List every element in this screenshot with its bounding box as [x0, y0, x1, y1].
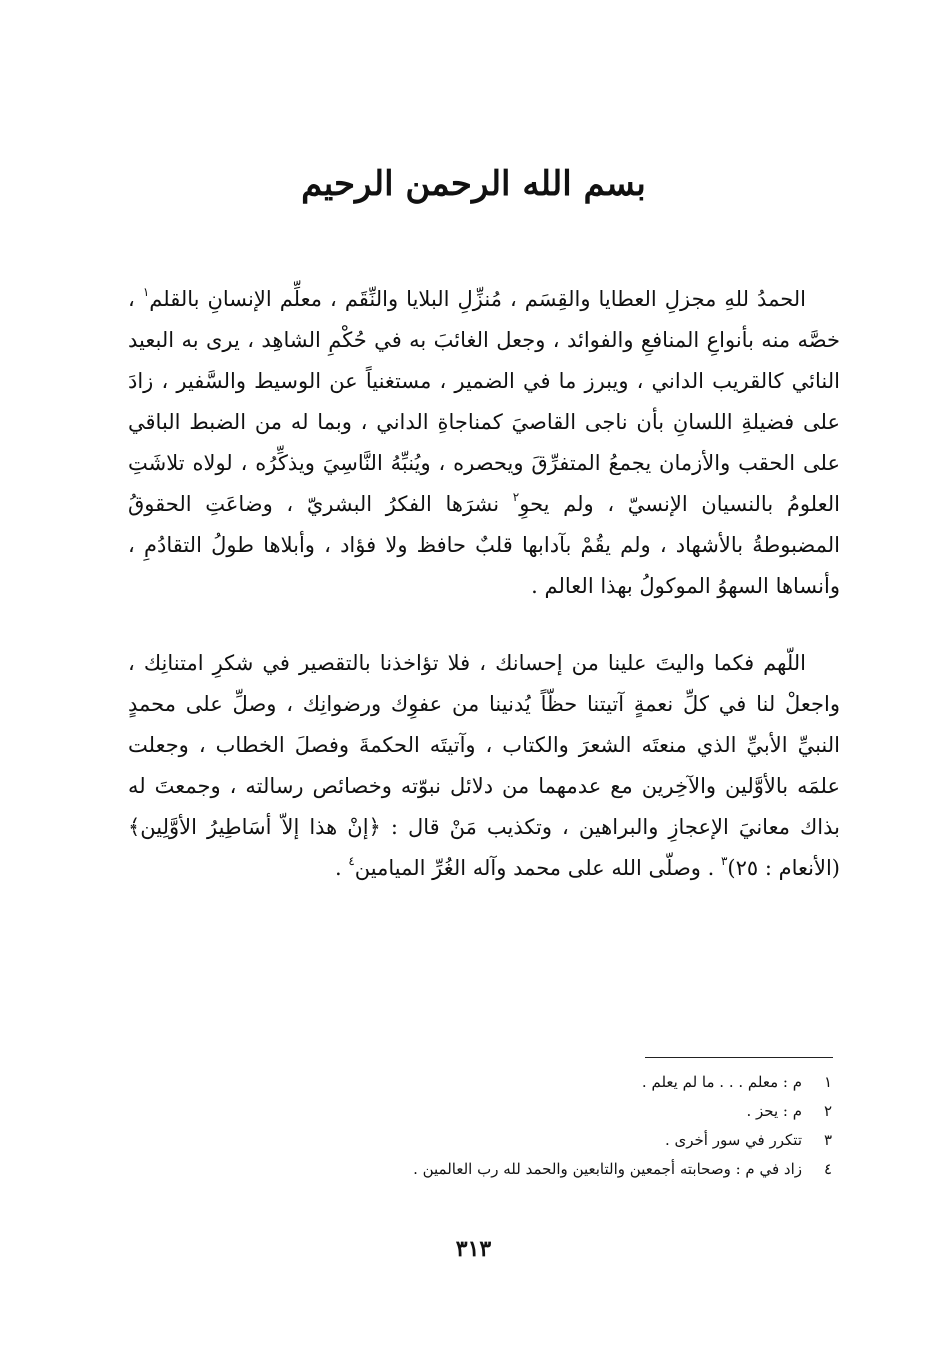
- paragraph2-text-a: اللّهم فكما واليتَ علينا من إحسانك ، فلا تؤاخذنا بالتقصير في شكرِ امتنانِك ، واجعلْ لنا في كلِّ نعمةٍ آتيتنا حظّاً يُدنينا من عفوِك ورضوانِك ، وصلِّ على محمدٍ النبيِّ الأبيِّ الذي منعتَه الشعرَ والكتاب ، وآتيتَه الحكمةَ وفصلَ الخطاب ، وجعلت علمَه بالأوَّلين والآخِرين مع عدمهما من دلائل نبوّته وخصائص رسالته ، وجمعتَ له بذاك معانيَ الإعجازِ والبراهين ، وتكذيب مَنْ قال : ﴿إنْ هذا إلاّ أسَاطِيرُ الأوَّلِين﴾ (الأنعام : ٢٥): [128, 651, 840, 880]
- footnote-number: ٣: [823, 1131, 832, 1149]
- footnote-text: م : يحز .: [746, 1102, 802, 1120]
- footnotes-list: [200, 1068, 832, 1184]
- footnote-item: [200, 1155, 832, 1184]
- footnote-number: ٢: [823, 1102, 832, 1120]
- paragraph1-text-a: الحمدُ للهِ مجزلِ العطايا والقِسَم ، مُنزِّلِ البلايا والنِّقَم ، معلِّم الإنسانِ بالقلم: [149, 287, 807, 311]
- paragraph-hamd: [128, 279, 840, 607]
- footnote-ref-3[interactable]: ٣: [720, 854, 728, 868]
- footnote-separator: [645, 1057, 833, 1058]
- paragraph1-text-c: نشرَها الفكرُ البشريّ ، وضاعَتِ الحقوقُ المضبوطةُ بالأشهاد ، ولم يقُمْ بآدابها قلبٌ حافظ ولا فؤاد ، وأبلاها طولُ التقادُمِ ، وأنساها السهوُ الموكولُ بهذا العالم .: [128, 492, 840, 598]
- paragraph-dua: [128, 643, 840, 889]
- paragraph1-text-b: ، خصَّه منه بأنواعِ المنافعِ والفوائد ، وجعل الغائبَ به في حُكْمِ الشاهِد ، يرى به البعيد النائي كالقريب الداني ، ويبرز ما في الضمير ، مستغنياً عن الوسيط والسَّفير ، زادَ على فضيلةِ اللسانِ بأن ناجى القاصيَ كمناجاةِ الداني ، وبما له من الضبط الباقي على الحقب والأزمان يجمعُ المتفرِّقَ ويحصره ، ويُنبِّهُ النَّاسِيَ ويذكِّرُه ، لولاه تلاشَتِ العلومُ بالنسيان الإنسيّ ، ولم يحوِ: [128, 287, 840, 516]
- basmala-heading: بسم الله الرحمن الرحيم: [301, 164, 646, 204]
- footnote-ref-2[interactable]: ٢: [512, 490, 520, 504]
- footnote-item: [200, 1126, 832, 1155]
- footnote-text: زاد في م : وصحابته أجمعين والتابعين والحمد لله رب العالمين .: [413, 1160, 802, 1178]
- page-number: ٣١٣: [455, 1236, 492, 1262]
- footnote-ref-4[interactable]: ٤: [348, 854, 355, 868]
- paragraph2-text-c: .: [334, 856, 349, 880]
- paragraph2-text-b: . وصلّى الله على محمد وآله الغُرِّ الميامين: [354, 856, 721, 880]
- footnote-text: تتكرر في سور أخرى .: [664, 1131, 802, 1149]
- footnote-item: [200, 1068, 832, 1097]
- footnote-number: ٤: [823, 1160, 832, 1178]
- footnote-text: م : معلم . . . ما لم يعلم .: [641, 1073, 802, 1091]
- footnote-item: [200, 1097, 832, 1126]
- footnote-ref-1[interactable]: ١: [142, 285, 150, 299]
- footnote-number: ١: [823, 1073, 832, 1091]
